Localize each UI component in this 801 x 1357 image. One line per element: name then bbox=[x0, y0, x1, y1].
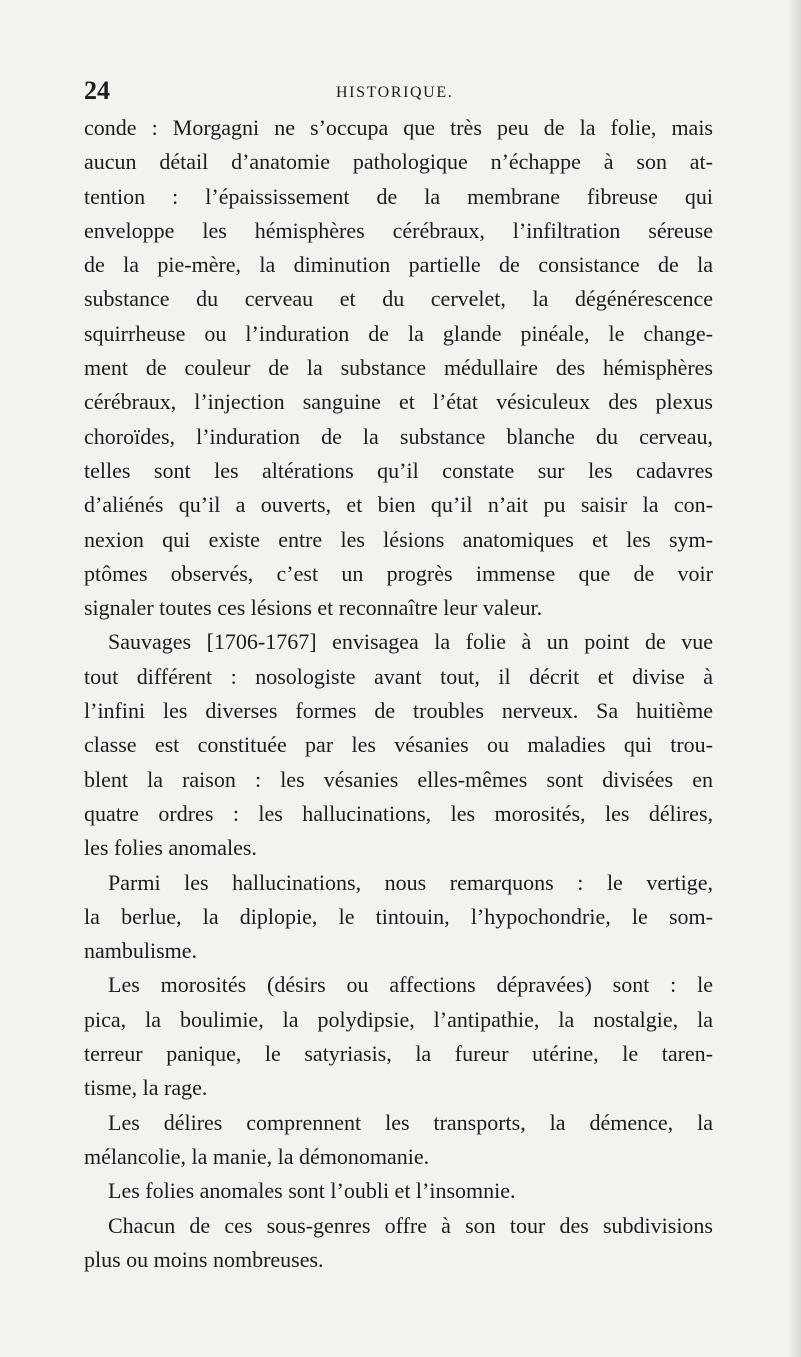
text-line: de la pie-mère, la diminution partielle de consistance de la bbox=[84, 252, 713, 278]
page-number: 24 bbox=[84, 76, 110, 105]
text-line: telles sont les altérations qu’il constate sur les cadavres bbox=[84, 457, 713, 483]
text-line: squirrheuse ou l’induration de la glande pinéale, le change- bbox=[84, 320, 713, 346]
running-head: HISTORIQUE. bbox=[336, 84, 454, 101]
text-line: signaler toutes ces lésions et reconnaître leur valeur. bbox=[84, 595, 543, 621]
text-line: substance du cerveau et du cervelet, la dégénérescence bbox=[84, 286, 713, 312]
text-line: pica, la boulimie, la polydipsie, l’antipathie, la nostalgie, la bbox=[84, 1006, 713, 1032]
text-line: blent la raison : les vésanies elles-mêmes sont divisées en bbox=[84, 766, 713, 792]
text-line: nexion qui existe entre les lésions anatomiques et les sym- bbox=[84, 526, 713, 552]
text-line: ment de couleur de la substance médullaire des hémisphères bbox=[84, 355, 713, 381]
text-line: la berlue, la diplopie, le tintouin, l’hypochondrie, le som- bbox=[84, 903, 713, 929]
text-line: aucun détail d’anatomie pathologique n’échappe à son at- bbox=[84, 149, 713, 175]
text-line: d’aliénés qu’il a ouverts, et bien qu’il n’ait pu saisir la con- bbox=[84, 492, 713, 518]
text-line: l’infini les diverses formes de troubles nerveux. Sa huitième bbox=[84, 698, 713, 724]
paragraph-start-line: Les délires comprennent les transports, la démence, la bbox=[108, 1109, 713, 1135]
text-line: tention : l’épaississement de la membrane fibreuse qui bbox=[84, 183, 713, 209]
text-line: les folies anomales. bbox=[84, 835, 257, 861]
text-line: ptômes observés, c’est un progrès immense que de voir bbox=[84, 560, 713, 586]
page-edge-shadow bbox=[787, 0, 801, 1357]
page-header bbox=[84, 76, 724, 116]
text-line: mélancolie, la manie, la démonomanie. bbox=[84, 1143, 430, 1169]
text-line: tisme, la rage. bbox=[84, 1075, 208, 1101]
text-line: cérébraux, l’injection sanguine et l’état vésiculeux des plexus bbox=[84, 389, 713, 415]
text-line: nambulisme. bbox=[84, 938, 198, 964]
paragraph-start-line: Chacun de ces sous-genres offre à son tour des subdivisions bbox=[108, 1212, 713, 1238]
text-line: quatre ordres : les hallucinations, les morosités, les délires, bbox=[84, 800, 713, 826]
body-text bbox=[84, 111, 713, 1277]
paragraph-start-line: Sauvages [1706-1767] envisagea la folie à un point de vue bbox=[108, 629, 713, 655]
text-line: tout différent : nosologiste avant tout, il décrit et divise à bbox=[84, 663, 713, 689]
text-line: plus ou moins nombreuses. bbox=[84, 1246, 324, 1272]
text-line: conde : Morgagni ne s’occupa que très peu de la folie, mais bbox=[84, 115, 713, 140]
paragraph-start-line: Les morosités (désirs ou affections dépravées) sont : le bbox=[108, 972, 713, 998]
text-line: enveloppe les hémisphères cérébraux, l’infiltration séreuse bbox=[84, 217, 713, 243]
paragraph-start-line: Parmi les hallucinations, nous remarquons : le vertige, bbox=[108, 869, 713, 895]
text-line: terreur panique, le satyriasis, la fureur utérine, le taren- bbox=[84, 1041, 713, 1067]
text-line: choroïdes, l’induration de la substance blanche du cerveau, bbox=[84, 423, 713, 449]
paragraph-start-line: Les folies anomales sont l’oubli et l’insomnie. bbox=[108, 1178, 516, 1204]
text-line: classe est constituée par les vésanies ou maladies qui trou- bbox=[84, 732, 713, 758]
